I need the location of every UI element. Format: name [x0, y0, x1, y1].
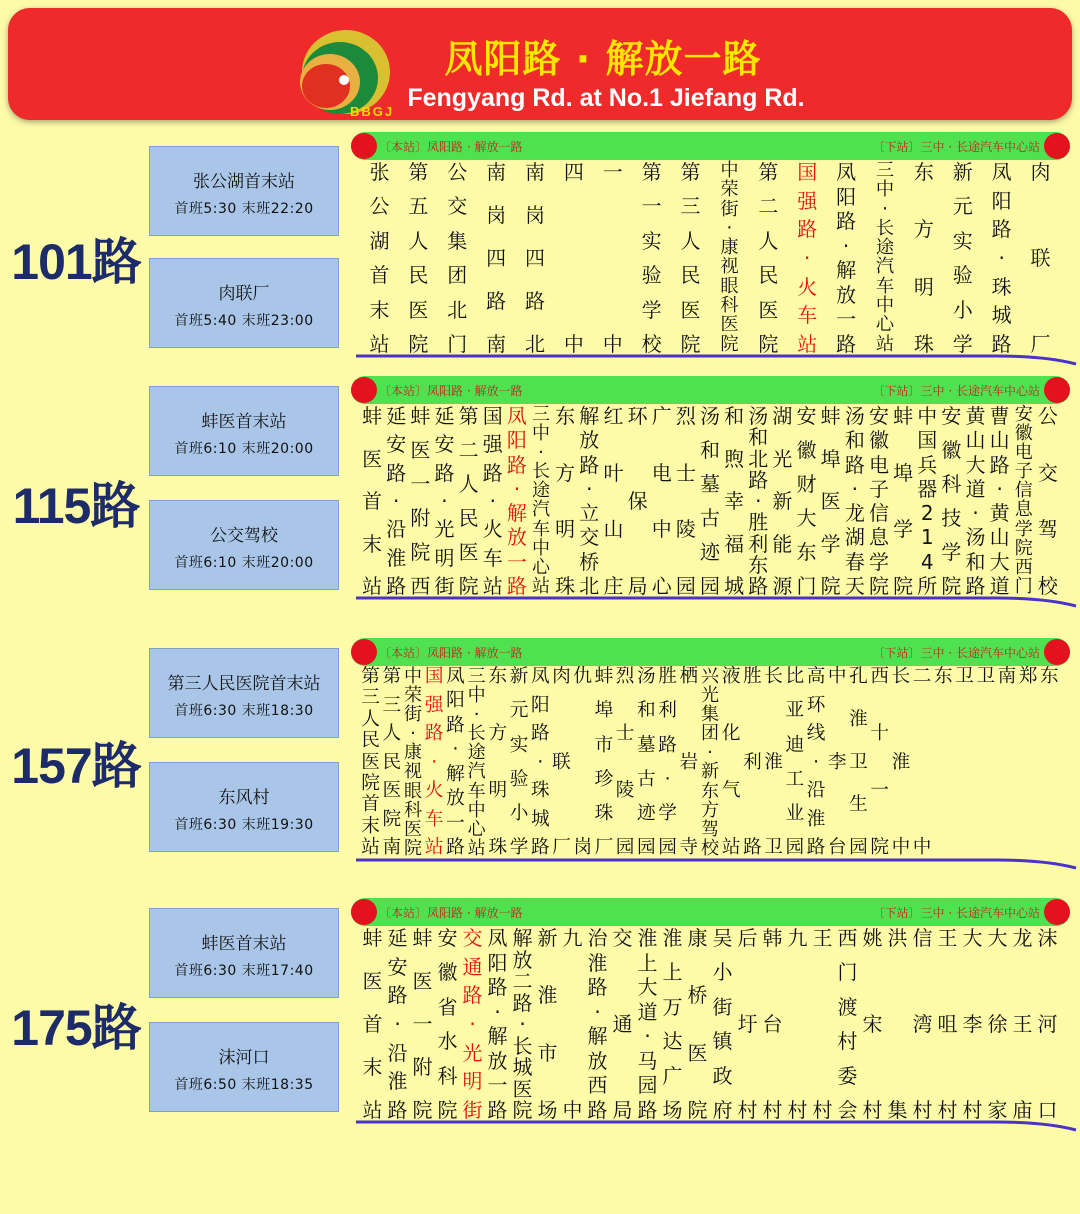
- stop-name: 曹 山 路 · 黄 山 大 道: [989, 404, 1010, 598]
- stop-name: 新 淮 市 场: [537, 926, 558, 1122]
- stop-name: 后 圩 村: [737, 926, 758, 1122]
- terminal-times: 首班6:10 末班20:00: [174, 441, 314, 457]
- stop-name: 新 元 实 验 小 学: [952, 160, 973, 356]
- stop-name: 蚌 医 首 末 站: [362, 926, 383, 1122]
- stop-name: 卫: [976, 666, 996, 687]
- stop-name: 张 公 湖 首 末 站: [369, 160, 390, 356]
- terminal-name: 公交驾校: [210, 526, 278, 546]
- stop-name: 肉 联 厂: [552, 666, 571, 859]
- stop-name: 沫 河 口: [1037, 926, 1058, 1122]
- stop-name: 凤 阳 路 · 解 放 一 路: [487, 926, 508, 1122]
- terminal-box: [149, 500, 339, 590]
- stop-name: 比 亚 迪 工 业 园: [785, 666, 805, 859]
- stop-name: 第 二 人 民 医 院: [758, 160, 779, 356]
- stop-name: 东: [1040, 666, 1059, 687]
- stop-name: 东: [933, 666, 953, 687]
- bar-dot-icon: [1044, 899, 1070, 925]
- next-stop-label: 〔下站〕三中 · 长途汽车中心站: [872, 906, 1040, 920]
- stop-name: 中 李 台: [827, 666, 847, 859]
- terminal-box: [149, 386, 339, 476]
- terminal-box: [149, 258, 339, 348]
- stop-name: 西 门 渡 村 委 会: [837, 926, 858, 1122]
- terminal-times: 首班6:50 末班18:35: [174, 1077, 314, 1093]
- stop-name: 安 徽 科 技 学 院: [941, 404, 962, 598]
- bar-dot-icon: [351, 899, 377, 925]
- stop-name: 淮 上 万 达 广 场: [662, 926, 683, 1122]
- stop-info-bar: [351, 898, 1070, 926]
- terminal-box: [149, 146, 339, 236]
- stop-name: 高 环 线 · 沿 淮 路: [806, 666, 826, 859]
- stop-name: 国 强 路 · 火 车 站: [797, 160, 818, 356]
- next-stop-label: 〔下站〕三中 · 长途汽车中心站: [872, 646, 1040, 660]
- bar-dot-icon: [1044, 133, 1070, 159]
- stop-name: 延 安 路 · 光 明 街: [434, 404, 455, 598]
- stop-info-bar: [351, 376, 1070, 404]
- stop-name: 郑: [1018, 666, 1038, 687]
- stop-name: 胜 利 路: [743, 666, 762, 859]
- stop-name: 吴 小 街 镇 政 府: [712, 926, 733, 1122]
- stop-name: 交 通 局: [612, 926, 633, 1122]
- stop-name: 安 徽 电 子 信 息 学 院: [868, 404, 889, 598]
- stop-name: 延 安 路 · 沿 淮 路: [386, 404, 407, 598]
- terminal-times: 首班6:30 末班18:30: [174, 703, 314, 719]
- stop-name: 韩 台 村: [762, 926, 783, 1122]
- stop-name: 凤 阳 路 · 珠 城 路: [991, 160, 1012, 356]
- stop-name: 东 方 明 珠: [488, 666, 508, 859]
- stop-info-bar: [351, 132, 1070, 160]
- stop-name: 三 中 · 长 途 汽 车 中 心 站: [467, 666, 486, 859]
- stop-name: 兴 光 集 团 · 新 东 方 驾 校: [700, 666, 720, 859]
- route-number: 115路: [12, 478, 140, 534]
- stop-name: 东 方 明 珠: [913, 160, 934, 356]
- stop-name: 孔 淮 卫 生 园: [849, 666, 868, 859]
- stop-name: 国 强 路 · 火 车 站: [482, 404, 503, 598]
- stop-name: 西 十 一 院: [870, 666, 889, 859]
- stop-name: 第 一 实 验 学 校: [641, 160, 662, 356]
- stop-name: 延 安 路 · 沿 淮 路: [387, 926, 408, 1122]
- stop-name: 红 叶 山 庄: [603, 404, 624, 598]
- stop-name: 公 交 集 团 北 门: [447, 160, 468, 356]
- stop-name: 中 荣 街 · 康 视 眼 科 医 院: [720, 160, 739, 355]
- stop-name: 广 电 中 心: [651, 404, 672, 598]
- stop-list: [360, 162, 1060, 354]
- bar-dot-icon: [351, 133, 377, 159]
- stop-name: 王 咀 村: [937, 926, 958, 1122]
- stop-name: 中 荣 街 · 康 视 眼 科 医 院: [404, 666, 423, 859]
- bar-dot-icon: [1044, 639, 1070, 665]
- stop-name: 肉 联 厂: [1030, 160, 1051, 356]
- terminal-times: 首班6:30 末班19:30: [174, 817, 314, 833]
- stop-info-bar: [351, 638, 1070, 666]
- stop-name: 王 村: [812, 926, 833, 1122]
- stop-name: 交 通 路 · 光 明 街: [462, 926, 483, 1122]
- terminal-name: 张公湖首末站: [193, 172, 295, 192]
- page-subtitle: Fengyang Rd. at No.1 Jiefang Rd.: [407, 84, 805, 112]
- terminal-name: 蚌医首末站: [201, 934, 287, 954]
- stop-name: 南 岗 四 路 南: [486, 160, 507, 356]
- terminal-name: 蚌医首末站: [201, 412, 287, 432]
- stop-name: 安 徽 电 子 信 息 学 院 西 门: [1014, 404, 1033, 597]
- terminal-name: 沫河口: [218, 1048, 270, 1068]
- stop-name: 二 中: [912, 666, 932, 859]
- stop-name: 蚌 医 一 附 院: [412, 926, 433, 1122]
- stop-name: 汤 和 墓 古 迹 园: [637, 666, 656, 859]
- stop-name: 环 保 局: [627, 404, 648, 598]
- route-number: 157路: [11, 738, 141, 794]
- stop-name: 烈 士 陵 园: [675, 404, 696, 598]
- stop-name: 安 徽 财 大 东 门: [796, 404, 817, 598]
- terminal-times: 首班5:40 末班23:00: [174, 313, 314, 329]
- stop-name: 仇 岗: [573, 666, 593, 859]
- terminal-box: [149, 648, 339, 738]
- logo-text: BBGJ: [350, 104, 395, 119]
- stop-name: 姚 宋 村: [862, 926, 883, 1122]
- stop-name: 凤 阳 路 · 解 放 一 路: [506, 404, 527, 598]
- bar-dot-icon: [1044, 377, 1070, 403]
- route-number: 101路: [11, 234, 141, 290]
- stop-name: 九 村: [787, 926, 808, 1122]
- stop-name: 蚌 医 首 末 站: [362, 404, 383, 598]
- stop-name: 凤 阳 路 · 珠 城 路: [530, 666, 550, 859]
- direction-line: [356, 592, 1080, 608]
- stop-name: 黄 山 大 道 · 汤 和 路: [965, 404, 986, 598]
- current-stop-label: 〔本站〕凤阳路 · 解放一路: [379, 140, 523, 154]
- stop-name: 洪 集: [887, 926, 908, 1122]
- stop-name: 中 国 兵 器 2 1 4 所: [917, 404, 938, 598]
- stop-name: 长 淮 中: [891, 666, 911, 859]
- stop-name: 南 岗 四 路 北: [524, 160, 545, 356]
- direction-line: [356, 1116, 1080, 1132]
- terminal-times: 首班6:30 末班17:40: [174, 963, 314, 979]
- stop-list: [360, 406, 1060, 596]
- stop-name: 卫: [955, 666, 974, 687]
- stop-name: 蚌 埠 医 学 院: [820, 404, 841, 598]
- terminal-box: [149, 1022, 339, 1112]
- next-stop-label: 〔下站〕三中 · 长途汽车中心站: [872, 384, 1040, 398]
- stop-name: 凤 阳 路 · 解 放 一 路: [836, 160, 857, 356]
- stop-name: 公 交 驾 校: [1037, 404, 1058, 598]
- stop-name: 汤 和 北 路 · 胜 利 东 路: [748, 404, 769, 598]
- stop-name: 大 徐 家: [987, 926, 1008, 1122]
- stop-name: 第 三 人 民 医 院 首 末 站: [361, 666, 380, 859]
- terminal-times: 首班6:10 末班20:00: [174, 555, 314, 571]
- terminal-name: 第三人民医院首末站: [167, 674, 321, 694]
- stop-name: 烈 士 陵 园: [615, 666, 635, 859]
- route-number: 175路: [11, 1000, 141, 1056]
- direction-line: [356, 854, 1080, 870]
- stop-name: 凤 阳 路 · 解 放 一 路: [446, 666, 465, 859]
- direction-line: [356, 350, 1080, 366]
- stop-name: 蚌 医 一 附 院 西: [410, 404, 431, 598]
- terminal-box: [149, 762, 339, 852]
- stop-name: 汤 和 墓 古 迹 园: [699, 404, 720, 598]
- bar-dot-icon: [351, 377, 377, 403]
- stop-name: 东 方 明 珠: [555, 404, 576, 598]
- stop-list: [360, 668, 1060, 858]
- terminal-times: 首班5:30 末班22:20: [174, 201, 314, 217]
- terminal-name: 肉联厂: [218, 284, 270, 304]
- stop-name: 第 五 人 民 医 院: [408, 160, 429, 356]
- stop-name: 国 强 路 · 火 车 站: [424, 666, 444, 859]
- stop-name: 治 淮 路 · 解 放 西 路: [587, 926, 608, 1122]
- stop-name: 胜 利 路 · 学 园: [658, 666, 677, 859]
- stop-name: 长 淮 卫: [764, 666, 783, 859]
- page-title: 凤阳路 · 解放一路: [444, 37, 762, 81]
- stop-name: 龙 王 庙: [1012, 926, 1033, 1122]
- stop-name: 三 中 · 长 途 汽 车 中 心 站: [875, 160, 895, 355]
- bar-dot-icon: [351, 639, 377, 665]
- stop-name: 蚌 埠 市 珍 珠 厂: [594, 666, 614, 859]
- stop-name: 康 桥 医 院: [687, 926, 708, 1122]
- terminal-name: 东风村: [218, 788, 270, 808]
- terminal-box: [149, 908, 339, 998]
- stop-name: 和 煦 幸 福 城: [724, 404, 745, 598]
- stop-name: 栖 岩 寺: [679, 666, 699, 859]
- stop-name: 信 湾 村: [912, 926, 933, 1122]
- stop-name: 四 中: [563, 160, 584, 356]
- stop-name: 蚌 埠 学 院: [893, 404, 914, 598]
- stop-name: 解 放 路 · 立 交 桥 北: [579, 404, 600, 598]
- stop-name: 汤 和 路 · 龙 湖 春 天: [844, 404, 865, 598]
- stop-name: 安 徽 省 水 科 院: [437, 926, 458, 1122]
- stop-name: 湖 光 新 能 源: [772, 404, 793, 598]
- stop-name: 第 二 人 民 医 院: [458, 404, 479, 598]
- stop-name: 第 三 人 民 医 院 南: [382, 666, 402, 859]
- stop-name: 三 中 · 长 途 汽 车 中 心 站: [531, 404, 551, 597]
- next-stop-label: 〔下站〕三中 · 长途汽车中心站: [872, 140, 1040, 154]
- current-stop-label: 〔本站〕凤阳路 · 解放一路: [379, 384, 523, 398]
- stop-name: 第 三 人 民 医 院: [680, 160, 701, 356]
- stop-name: 新 元 实 验 小 学: [509, 666, 529, 859]
- stop-name: 一 中: [602, 160, 623, 356]
- stop-name: 淮 上 大 道 · 马 园 路: [637, 926, 658, 1122]
- stop-list: [360, 928, 1060, 1120]
- stop-name: 九 中: [562, 926, 583, 1122]
- stop-name: 南: [997, 666, 1017, 687]
- current-stop-label: 〔本站〕凤阳路 · 解放一路: [379, 906, 523, 920]
- stop-name: 大 李 村: [962, 926, 983, 1122]
- stop-name: 液 化 气 站: [721, 666, 741, 859]
- page-header: [8, 8, 1072, 120]
- current-stop-label: 〔本站〕凤阳路 · 解放一路: [379, 646, 523, 660]
- stop-name: 解 放 二 路 · 长 城 医 院: [512, 926, 533, 1122]
